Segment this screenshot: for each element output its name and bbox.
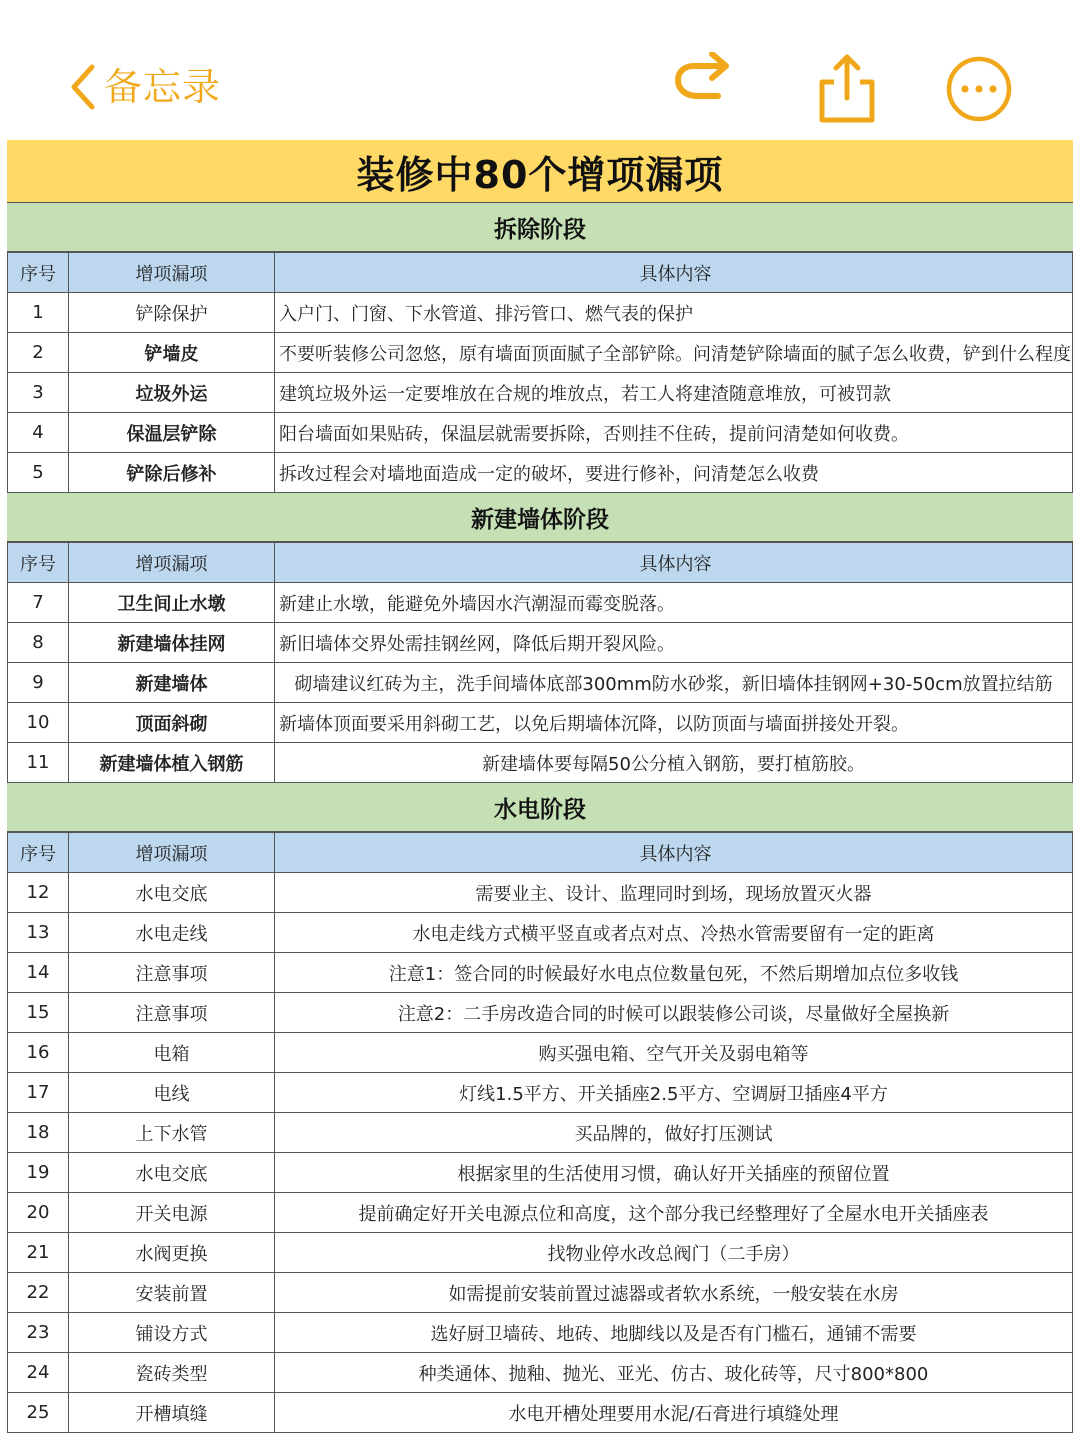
row-number-cell: 24 xyxy=(8,1353,69,1393)
content-cell: 提前确定好开关电源点位和高度，这个部分我已经整理好了全屋水电开关插座表 xyxy=(275,1193,1073,1233)
section-header: 新建墙体阶段 xyxy=(7,493,1073,542)
content-cell: 购买强电箱、空气开关及弱电箱等 xyxy=(275,1033,1073,1073)
content-cell: 需要业主、设计、监理同时到场，现场放置灭火器 xyxy=(275,873,1073,913)
row-number-cell: 5 xyxy=(8,453,69,493)
table-row xyxy=(8,453,1073,493)
content-cell: 不要听装修公司忽悠，原有墙面顶面腻子全部铲除。问清楚铲除墙面的腻子怎么收费，铲到什么程度 xyxy=(275,333,1073,373)
row-number-cell: 18 xyxy=(8,1113,69,1153)
content-cell: 找物业停水改总阀门（二手房） xyxy=(275,1233,1073,1273)
column-header-row xyxy=(8,543,1073,583)
item-cell: 电线 xyxy=(69,1073,275,1113)
table-row xyxy=(8,913,1073,953)
content-cell: 注意1：签合同的时候最好水电点位数量包死，不然后期增加点位多收钱 xyxy=(275,953,1073,993)
content-cell: 如需提前安装前置过滤器或者软水系统，一般安装在水房 xyxy=(275,1273,1073,1313)
back-label: 备忘录 xyxy=(104,65,222,109)
row-number-cell: 7 xyxy=(8,583,69,623)
sheet-title: 装修中80个增项漏项 xyxy=(7,140,1073,203)
back-button[interactable] xyxy=(68,62,221,112)
column-header-num: 序号 xyxy=(8,833,69,873)
row-number-cell: 23 xyxy=(8,1313,69,1353)
item-cell: 水电走线 xyxy=(69,913,275,953)
column-header-item: 增项漏项 xyxy=(69,253,275,293)
row-number-cell: 15 xyxy=(8,993,69,1033)
item-cell: 开关电源 xyxy=(69,1193,275,1233)
item-cell: 保温层铲除 xyxy=(69,413,275,453)
content-cell: 新旧墙体交界处需挂钢丝网，降低后期开裂风险。 xyxy=(275,623,1073,663)
section-header: 拆除阶段 xyxy=(7,203,1073,252)
row-number-cell: 1 xyxy=(8,293,69,333)
column-header-num: 序号 xyxy=(8,543,69,583)
redo-icon xyxy=(668,52,734,122)
row-number-cell: 2 xyxy=(8,333,69,373)
column-header-content: 具体内容 xyxy=(275,833,1073,873)
content-cell: 根据家里的生活使用习惯，确认好开关插座的预留位置 xyxy=(275,1153,1073,1193)
row-number-cell: 16 xyxy=(8,1033,69,1073)
table-row xyxy=(8,1153,1073,1193)
item-cell: 垃圾外运 xyxy=(69,373,275,413)
table-row xyxy=(8,1113,1073,1153)
content-cell: 灯线1.5平方、开关插座2.5平方、空调厨卫插座4平方 xyxy=(275,1073,1073,1113)
table-row xyxy=(8,1393,1073,1433)
row-number-cell: 25 xyxy=(8,1393,69,1433)
item-cell: 卫生间止水墩 xyxy=(69,583,275,623)
item-cell: 顶面斜砌 xyxy=(69,703,275,743)
item-cell: 瓷砖类型 xyxy=(69,1353,275,1393)
section-table xyxy=(7,832,1073,1433)
content-cell: 阳台墙面如果贴砖，保温层就需要拆除，否则挂不住砖，提前问清楚如何收费。 xyxy=(275,413,1073,453)
item-cell: 水电交底 xyxy=(69,873,275,913)
item-cell: 水阀更换 xyxy=(69,1233,275,1273)
table-row xyxy=(8,333,1073,373)
chevron-left-icon xyxy=(68,63,98,111)
item-cell: 新建墙体植入钢筋 xyxy=(69,743,275,783)
row-number-cell: 8 xyxy=(8,623,69,663)
column-header-item: 增项漏项 xyxy=(69,543,275,583)
section-table xyxy=(7,252,1073,493)
row-number-cell: 17 xyxy=(8,1073,69,1113)
row-number-cell: 3 xyxy=(8,373,69,413)
redo-button[interactable] xyxy=(668,52,734,122)
table-row xyxy=(8,1273,1073,1313)
item-cell: 上下水管 xyxy=(69,1113,275,1153)
table-row xyxy=(8,373,1073,413)
row-number-cell: 21 xyxy=(8,1233,69,1273)
content-cell: 水电走线方式横平竖直或者点对点、冷热水管需要留有一定的距离 xyxy=(275,913,1073,953)
item-cell: 铲除后修补 xyxy=(69,453,275,493)
table-row xyxy=(8,293,1073,333)
table-row xyxy=(8,993,1073,1033)
row-number-cell: 19 xyxy=(8,1153,69,1193)
table-row xyxy=(8,743,1073,783)
row-number-cell: 14 xyxy=(8,953,69,993)
table-row xyxy=(8,703,1073,743)
row-number-cell: 20 xyxy=(8,1193,69,1233)
item-cell: 注意事项 xyxy=(69,953,275,993)
item-cell: 安装前置 xyxy=(69,1273,275,1313)
table-row xyxy=(8,1073,1073,1113)
row-number-cell: 13 xyxy=(8,913,69,953)
content-cell: 砌墙建议红砖为主，洗手间墙体底部300mm防水砂浆，新旧墙体挂钢网+30-50cm放置拉结筋 xyxy=(275,663,1073,703)
item-cell: 电箱 xyxy=(69,1033,275,1073)
item-cell: 注意事项 xyxy=(69,993,275,1033)
row-number-cell: 10 xyxy=(8,703,69,743)
table-row xyxy=(8,1233,1073,1273)
column-header-item: 增项漏项 xyxy=(69,833,275,873)
content-cell: 入户门、门窗、下水管道、排污管口、燃气表的保护 xyxy=(275,293,1073,333)
row-number-cell: 22 xyxy=(8,1273,69,1313)
content-cell: 新墙体顶面要采用斜砌工艺，以免后期墙体沉降，以防顶面与墙面拼接处开裂。 xyxy=(275,703,1073,743)
column-header-row xyxy=(8,253,1073,293)
content-cell: 选好厨卫墙砖、地砖、地脚线以及是否有门槛石，通铺不需要 xyxy=(275,1313,1073,1353)
table-row xyxy=(8,1033,1073,1073)
table-row xyxy=(8,1353,1073,1393)
more-button[interactable] xyxy=(944,55,1014,123)
top-navigation-bar xyxy=(0,0,1080,138)
share-button[interactable] xyxy=(816,52,878,124)
row-number-cell: 4 xyxy=(8,413,69,453)
content-cell: 种类通体、抛釉、抛光、亚光、仿古、玻化砖等，尺寸800*800 xyxy=(275,1353,1073,1393)
spreadsheet-image xyxy=(7,140,1073,1440)
item-cell: 铲墙皮 xyxy=(69,333,275,373)
table-row xyxy=(8,873,1073,913)
content-cell: 新建止水墩，能避免外墙因水汽潮湿而霉变脱落。 xyxy=(275,583,1073,623)
table-row xyxy=(8,623,1073,663)
column-header-content: 具体内容 xyxy=(275,253,1073,293)
table-row xyxy=(8,1313,1073,1353)
content-cell: 买品牌的，做好打压测试 xyxy=(275,1113,1073,1153)
content-cell: 注意2：二手房改造合同的时候可以跟装修公司谈，尽量做好全屋换新 xyxy=(275,993,1073,1033)
table-row xyxy=(8,583,1073,623)
content-cell: 建筑垃圾外运一定要堆放在合规的堆放点，若工人将建渣随意堆放，可被罚款 xyxy=(275,373,1073,413)
table-row xyxy=(8,953,1073,993)
content-cell: 拆改过程会对墙地面造成一定的破坏，要进行修补，问清楚怎么收费 xyxy=(275,453,1073,493)
item-cell: 开槽填缝 xyxy=(69,1393,275,1433)
column-header-content: 具体内容 xyxy=(275,543,1073,583)
share-icon xyxy=(816,52,878,124)
row-number-cell: 9 xyxy=(8,663,69,703)
column-header-num: 序号 xyxy=(8,253,69,293)
content-cell: 水电开槽处理要用水泥/石膏进行填缝处理 xyxy=(275,1393,1073,1433)
table-row xyxy=(8,413,1073,453)
sections-container xyxy=(7,203,1073,1433)
table-row xyxy=(8,663,1073,703)
column-header-row xyxy=(8,833,1073,873)
item-cell: 新建墙体 xyxy=(69,663,275,703)
row-number-cell: 12 xyxy=(8,873,69,913)
item-cell: 新建墙体挂网 xyxy=(69,623,275,663)
row-number-cell: 11 xyxy=(8,743,69,783)
item-cell: 铲除保护 xyxy=(69,293,275,333)
item-cell: 水电交底 xyxy=(69,1153,275,1193)
content-cell: 新建墙体要每隔50公分植入钢筋，要打植筋胶。 xyxy=(275,743,1073,783)
section-header: 水电阶段 xyxy=(7,783,1073,832)
table-row xyxy=(8,1193,1073,1233)
section-table xyxy=(7,542,1073,783)
more-icon xyxy=(944,55,1014,123)
item-cell: 铺设方式 xyxy=(69,1313,275,1353)
